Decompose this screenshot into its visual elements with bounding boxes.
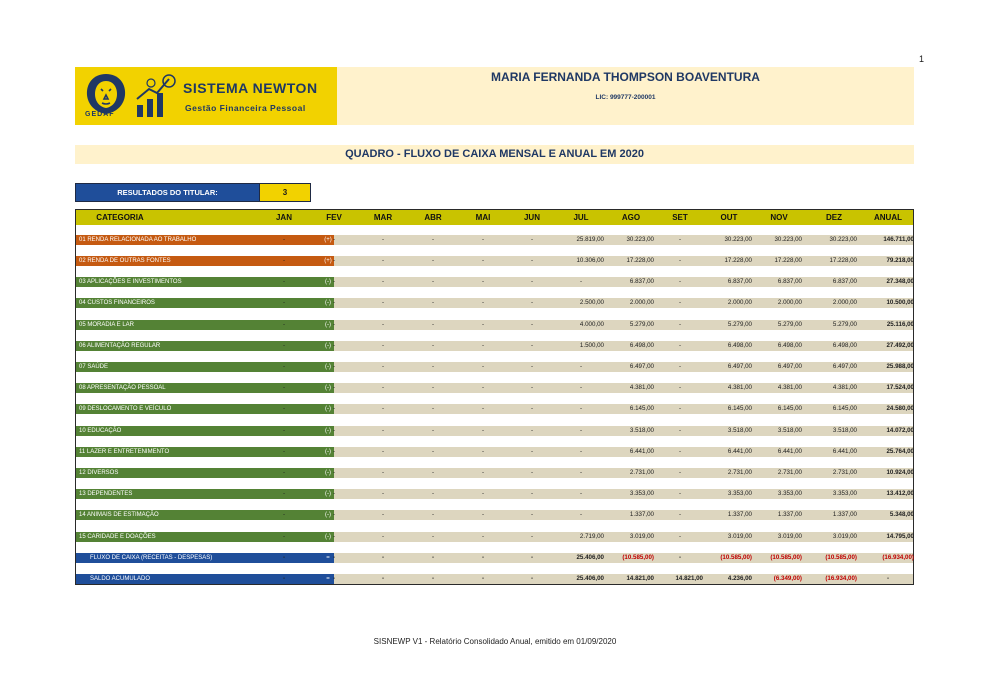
- value-cell: -: [530, 490, 534, 497]
- value-cell: -: [381, 363, 385, 370]
- system-subtitle: Gestão Financeira Pessoal: [185, 103, 306, 113]
- value-cell: 3.518,00: [727, 427, 752, 434]
- value-cell: 2.500,00: [579, 299, 604, 306]
- value-cell: -: [530, 299, 534, 306]
- value-cell: 5.279,00: [777, 321, 802, 328]
- value-cell: -: [282, 469, 286, 476]
- value-cell: -: [381, 554, 385, 561]
- value-cell: 25.116,00: [886, 321, 914, 328]
- value-cell: -: [332, 533, 336, 540]
- value-cell: -: [678, 299, 682, 306]
- value-cell: -: [678, 469, 682, 476]
- value-cell: -: [282, 533, 286, 540]
- value-cell: -: [579, 490, 583, 497]
- page-number: 1: [918, 54, 924, 64]
- value-cell: -: [579, 448, 583, 455]
- value-cell: 30.223,00: [724, 236, 752, 243]
- value-cell: -: [332, 575, 336, 582]
- table-row: [76, 404, 913, 414]
- category-label: 04 CUSTOS FINANCEIROS: [76, 298, 322, 308]
- value-cell: 1.500,00: [579, 342, 604, 349]
- value-cell: -: [332, 554, 336, 561]
- category-label: SALDO ACUMULADO: [76, 574, 322, 584]
- column-header: JUN: [523, 213, 540, 222]
- value-cell: -: [678, 278, 682, 285]
- value-cell: 14.072,00: [886, 427, 914, 434]
- value-cell: 4.236,00: [727, 575, 752, 582]
- value-cell: -: [678, 342, 682, 349]
- value-cell: -: [481, 575, 485, 582]
- value-cell: -: [530, 405, 534, 412]
- table-row: [76, 235, 913, 245]
- value-cell: -: [282, 554, 286, 561]
- owner-name: MARIA FERNANDA THOMPSON BOAVENTURA: [491, 70, 760, 84]
- value-cell: -: [282, 405, 286, 412]
- value-cell: 25.406,00: [576, 554, 604, 561]
- value-cell: 6.837,00: [727, 278, 752, 285]
- table-row: [76, 256, 913, 266]
- value-cell: -: [530, 342, 534, 349]
- value-cell: 14.795,00: [886, 533, 914, 540]
- column-header: CATEGORIA: [96, 213, 144, 222]
- value-cell: -: [282, 384, 286, 391]
- category-label: 06 ALIMENTAÇÃO REGULAR: [76, 341, 322, 351]
- license-number: LIC: 999777-200001: [595, 94, 656, 101]
- value-cell: 2.000,00: [832, 299, 857, 306]
- value-cell: 25.819,00: [576, 236, 604, 243]
- value-cell: 25.764,00: [886, 448, 914, 455]
- table-row: [76, 277, 913, 287]
- value-cell: 5.279,00: [629, 321, 654, 328]
- value-cell: 6.497,00: [832, 363, 857, 370]
- category-label: 01 RENDA RELACIONADA AO TRABALHO: [76, 235, 322, 245]
- table-row: [76, 320, 913, 330]
- category-label: 02 RENDA DE OUTRAS FONTES: [76, 256, 322, 266]
- value-cell: -: [282, 427, 286, 434]
- value-cell: 6.145,00: [832, 405, 857, 412]
- value-cell: -: [431, 363, 435, 370]
- value-cell: -: [481, 384, 485, 391]
- value-cell: 3.019,00: [629, 533, 654, 540]
- value-cell: 4.381,00: [629, 384, 654, 391]
- value-cell: -: [530, 511, 534, 518]
- value-cell: -: [431, 511, 435, 518]
- value-cell: -: [431, 575, 435, 582]
- column-header: JUL: [573, 213, 589, 222]
- value-cell: 5.279,00: [832, 321, 857, 328]
- value-cell: -: [381, 278, 385, 285]
- value-cell: 30.223,00: [774, 236, 802, 243]
- value-cell: 24.580,00: [886, 405, 914, 412]
- value-cell: 2.731,00: [777, 469, 802, 476]
- table-row: [76, 532, 913, 542]
- value-cell: -: [579, 511, 583, 518]
- value-cell: 6.837,00: [777, 278, 802, 285]
- value-cell: -: [381, 405, 385, 412]
- category-sign: (-): [322, 426, 334, 436]
- value-cell: -: [678, 363, 682, 370]
- category-sign: (-): [322, 341, 334, 351]
- value-cell: -: [381, 575, 385, 582]
- value-cell: -: [332, 321, 336, 328]
- value-cell: -: [431, 257, 435, 264]
- value-cell: 6.441,00: [832, 448, 857, 455]
- column-header: NOV: [770, 213, 788, 222]
- category-label: 15 CARIDADE E DOAÇÕES: [76, 532, 322, 542]
- column-header: SET: [672, 213, 688, 222]
- value-cell: -: [381, 384, 385, 391]
- category-sign: (-): [322, 277, 334, 287]
- column-header: OUT: [720, 213, 738, 222]
- value-cell: 6.497,00: [629, 363, 654, 370]
- value-cell: -: [381, 448, 385, 455]
- category-label: 08 APRESENTAÇÃO PESSOAL: [76, 383, 322, 393]
- value-cell: 6.145,00: [777, 405, 802, 412]
- category-sign: (-): [322, 383, 334, 393]
- value-cell: 5.348,00: [889, 511, 914, 518]
- value-cell: -: [678, 321, 682, 328]
- table-row: [76, 298, 913, 308]
- value-cell: -: [282, 363, 286, 370]
- value-cell: -: [282, 342, 286, 349]
- value-cell: -: [282, 278, 286, 285]
- value-cell: -: [678, 257, 682, 264]
- value-cell: 6.497,00: [777, 363, 802, 370]
- value-cell: 10.306,00: [576, 257, 604, 264]
- value-cell: -: [481, 321, 485, 328]
- value-cell: -: [431, 342, 435, 349]
- value-cell: 4.000,00: [579, 321, 604, 328]
- value-cell: -: [431, 469, 435, 476]
- column-header: FEV: [326, 213, 342, 222]
- category-label: 13 DEPENDENTES: [76, 489, 322, 499]
- value-cell: -: [530, 257, 534, 264]
- value-cell: -: [481, 533, 485, 540]
- value-cell: 6.497,00: [727, 363, 752, 370]
- value-cell: -: [381, 342, 385, 349]
- table-row: [76, 426, 913, 436]
- value-cell: 27.492,00: [886, 342, 914, 349]
- value-cell: (16.934,00): [882, 554, 914, 561]
- value-cell: 17.228,00: [724, 257, 752, 264]
- value-cell: 14.821,00: [675, 575, 703, 582]
- value-cell: 6.498,00: [629, 342, 654, 349]
- value-cell: -: [381, 511, 385, 518]
- table-row: [76, 362, 913, 372]
- value-cell: 3.518,00: [777, 427, 802, 434]
- value-cell: -: [282, 321, 286, 328]
- value-cell: 2.000,00: [629, 299, 654, 306]
- value-cell: 6.837,00: [629, 278, 654, 285]
- value-cell: 17.228,00: [626, 257, 654, 264]
- value-cell: -: [481, 257, 485, 264]
- value-cell: -: [332, 236, 336, 243]
- category-label: 12 DIVERSOS: [76, 468, 322, 478]
- value-cell: 13.412,00: [886, 490, 914, 497]
- value-cell: -: [530, 469, 534, 476]
- value-cell: -: [332, 469, 336, 476]
- results-value: 3: [259, 183, 311, 202]
- value-cell: -: [332, 448, 336, 455]
- value-cell: 2.731,00: [832, 469, 857, 476]
- value-cell: -: [481, 427, 485, 434]
- value-cell: -: [481, 490, 485, 497]
- value-cell: (6.349,00): [773, 575, 802, 582]
- category-label: 03 APLICAÇÕES E INVESTIMENTOS: [76, 277, 322, 287]
- value-cell: -: [431, 405, 435, 412]
- value-cell: 3.518,00: [629, 427, 654, 434]
- value-cell: -: [381, 236, 385, 243]
- category-label: 07 SAÚDE: [76, 362, 322, 372]
- value-cell: -: [332, 299, 336, 306]
- value-cell: -: [530, 321, 534, 328]
- value-cell: -: [431, 554, 435, 561]
- table-header: [76, 210, 913, 225]
- value-cell: -: [431, 448, 435, 455]
- value-cell: -: [381, 469, 385, 476]
- value-cell: 14.821,00: [626, 575, 654, 582]
- value-cell: 2.731,00: [727, 469, 752, 476]
- category-sign: (-): [322, 404, 334, 414]
- value-cell: -: [481, 236, 485, 243]
- value-cell: -: [332, 384, 336, 391]
- value-cell: 6.837,00: [832, 278, 857, 285]
- value-cell: -: [381, 299, 385, 306]
- value-cell: (10.585,00): [622, 554, 654, 561]
- value-cell: -: [431, 490, 435, 497]
- logo: [75, 67, 337, 125]
- category-sign: (+): [322, 256, 334, 266]
- value-cell: -: [481, 448, 485, 455]
- value-cell: 6.145,00: [629, 405, 654, 412]
- category-label: 05 MORADIA E LAR: [76, 320, 322, 330]
- value-cell: 6.441,00: [727, 448, 752, 455]
- value-cell: -: [678, 533, 682, 540]
- value-cell: -: [282, 257, 286, 264]
- value-cell: -: [381, 490, 385, 497]
- value-cell: -: [282, 490, 286, 497]
- column-header: MAR: [373, 213, 393, 222]
- value-cell: 10.924,00: [886, 469, 914, 476]
- category-sign: (-): [322, 447, 334, 457]
- value-cell: 4.381,00: [832, 384, 857, 391]
- value-cell: 1.337,00: [832, 511, 857, 518]
- value-cell: -: [282, 299, 286, 306]
- value-cell: 3.353,00: [629, 490, 654, 497]
- value-cell: (10.585,00): [825, 554, 857, 561]
- category-sign: =: [322, 553, 334, 563]
- value-cell: 3.353,00: [727, 490, 752, 497]
- value-cell: -: [481, 278, 485, 285]
- value-cell: 25.406,00: [576, 575, 604, 582]
- table-row: [76, 468, 913, 478]
- column-header: JAN: [275, 213, 292, 222]
- value-cell: 3.518,00: [832, 427, 857, 434]
- value-cell: 146.711,00: [883, 236, 914, 243]
- value-cell: (10.585,00): [720, 554, 752, 561]
- value-cell: 1.337,00: [727, 511, 752, 518]
- column-header: MAI: [475, 213, 491, 222]
- category-sign: =: [322, 574, 334, 584]
- value-cell: -: [579, 427, 583, 434]
- value-cell: -: [481, 469, 485, 476]
- value-cell: 30.223,00: [829, 236, 857, 243]
- brand-label: GEDAF: [85, 111, 115, 118]
- value-cell: 3.353,00: [777, 490, 802, 497]
- value-cell: -: [678, 384, 682, 391]
- value-cell: 17.524,00: [886, 384, 914, 391]
- category-label: 10 EDUCAÇÃO: [76, 426, 322, 436]
- table-row: [76, 447, 913, 457]
- value-cell: 1.337,00: [629, 511, 654, 518]
- value-cell: 6.145,00: [727, 405, 752, 412]
- column-header: AGO: [621, 213, 641, 222]
- value-cell: 25.988,00: [886, 363, 914, 370]
- value-cell: -: [678, 427, 682, 434]
- value-cell: -: [332, 363, 336, 370]
- value-cell: 4.381,00: [727, 384, 752, 391]
- table-row: [76, 489, 913, 499]
- value-cell: 3.019,00: [727, 533, 752, 540]
- value-cell: -: [530, 427, 534, 434]
- value-cell: -: [530, 236, 534, 243]
- value-cell: -: [481, 342, 485, 349]
- value-cell: -: [282, 575, 286, 582]
- value-cell: 2.000,00: [777, 299, 802, 306]
- category-sign: (-): [322, 320, 334, 330]
- value-cell: -: [282, 448, 286, 455]
- value-cell: -: [678, 448, 682, 455]
- value-cell: 2.000,00: [727, 299, 752, 306]
- value-cell: -: [381, 257, 385, 264]
- value-cell: -: [431, 321, 435, 328]
- category-sign: (-): [322, 298, 334, 308]
- value-cell: 6.498,00: [777, 342, 802, 349]
- value-cell: -: [481, 554, 485, 561]
- category-label: FLUXO DE CAIXA (RECEITAS - DESPESAS): [76, 553, 322, 563]
- value-cell: 6.441,00: [777, 448, 802, 455]
- table-row: [76, 510, 913, 520]
- value-cell: -: [530, 363, 534, 370]
- value-cell: -: [481, 299, 485, 306]
- value-cell: -: [481, 511, 485, 518]
- results-label: RESULTADOS DO TITULAR:: [75, 183, 260, 202]
- value-cell: -: [678, 236, 682, 243]
- table-row: [76, 553, 913, 563]
- value-cell: 2.719,00: [579, 533, 604, 540]
- table-row: [76, 383, 913, 393]
- system-name: SISTEMA NEWTON: [183, 80, 318, 96]
- value-cell: 6.441,00: [629, 448, 654, 455]
- value-cell: 2.731,00: [629, 469, 654, 476]
- value-cell: -: [579, 405, 583, 412]
- value-cell: 79.218,00: [886, 257, 914, 264]
- value-cell: 3.019,00: [777, 533, 802, 540]
- value-cell: -: [579, 278, 583, 285]
- value-cell: -: [530, 384, 534, 391]
- value-cell: -: [530, 448, 534, 455]
- table-row: [76, 574, 913, 584]
- value-cell: -: [431, 427, 435, 434]
- column-header: DEZ: [826, 213, 842, 222]
- value-cell: 17.228,00: [829, 257, 857, 264]
- category-label: 14 ANIMAIS DE ESTIMAÇÃO: [76, 510, 322, 520]
- category-sign: (-): [322, 468, 334, 478]
- value-cell: -: [431, 533, 435, 540]
- value-cell: -: [332, 342, 336, 349]
- value-cell: -: [530, 554, 534, 561]
- value-cell: -: [332, 405, 336, 412]
- value-cell: -: [481, 405, 485, 412]
- value-cell: 30.223,00: [626, 236, 654, 243]
- value-cell: -: [381, 427, 385, 434]
- finance-chart-icon: [135, 73, 177, 119]
- value-cell: -: [530, 533, 534, 540]
- value-cell: (16.934,00): [825, 575, 857, 582]
- column-header: ANUAL: [874, 213, 902, 222]
- value-cell: 3.353,00: [832, 490, 857, 497]
- category-sign: (-): [322, 532, 334, 542]
- value-cell: -: [431, 384, 435, 391]
- value-cell: -: [530, 575, 534, 582]
- value-cell: 10.500,00: [886, 299, 914, 306]
- category-sign: (-): [322, 489, 334, 499]
- value-cell: -: [431, 236, 435, 243]
- value-cell: 5.279,00: [727, 321, 752, 328]
- value-cell: -: [332, 278, 336, 285]
- value-cell: 6.498,00: [832, 342, 857, 349]
- value-cell: 4.381,00: [777, 384, 802, 391]
- table-row: [76, 341, 913, 351]
- value-cell: -: [381, 533, 385, 540]
- value-cell: -: [579, 363, 583, 370]
- category-sign: (+): [322, 235, 334, 245]
- value-cell: -: [332, 490, 336, 497]
- category-sign: (-): [322, 510, 334, 520]
- value-cell: -: [579, 469, 583, 476]
- category-label: 11 LAZER E ENTRETENIMENTO: [76, 447, 322, 457]
- value-cell: -: [579, 384, 583, 391]
- value-cell: -: [431, 278, 435, 285]
- value-cell: 17.228,00: [774, 257, 802, 264]
- value-cell: -: [678, 511, 682, 518]
- value-cell: 3.019,00: [832, 533, 857, 540]
- value-cell: -: [481, 363, 485, 370]
- value-cell: 27.348,00: [886, 278, 914, 285]
- value-cell: -: [332, 257, 336, 264]
- report-footer: SISNEWP V1 - Relatório Consolidado Anual, emitido em 01/09/2020: [373, 637, 617, 646]
- value-cell: -: [282, 236, 286, 243]
- category-label: 09 DESLOCAMENTO E VEÍCULO: [76, 404, 322, 414]
- value-cell: 6.498,00: [727, 342, 752, 349]
- report-title: QUADRO - FLUXO DE CAIXA MENSAL E ANUAL EM 2020: [75, 145, 914, 164]
- value-cell: -: [678, 554, 682, 561]
- category-sign: (-): [322, 362, 334, 372]
- value-cell: -: [282, 511, 286, 518]
- value-cell: 1.337,00: [777, 511, 802, 518]
- value-cell: (10.585,00): [770, 554, 802, 561]
- column-header: ABR: [424, 213, 442, 222]
- value-cell: -: [678, 490, 682, 497]
- value-cell: -: [332, 511, 336, 518]
- value-cell: -: [886, 575, 890, 582]
- value-cell: -: [431, 299, 435, 306]
- value-cell: -: [678, 405, 682, 412]
- value-cell: -: [332, 427, 336, 434]
- value-cell: -: [530, 278, 534, 285]
- value-cell: -: [381, 321, 385, 328]
